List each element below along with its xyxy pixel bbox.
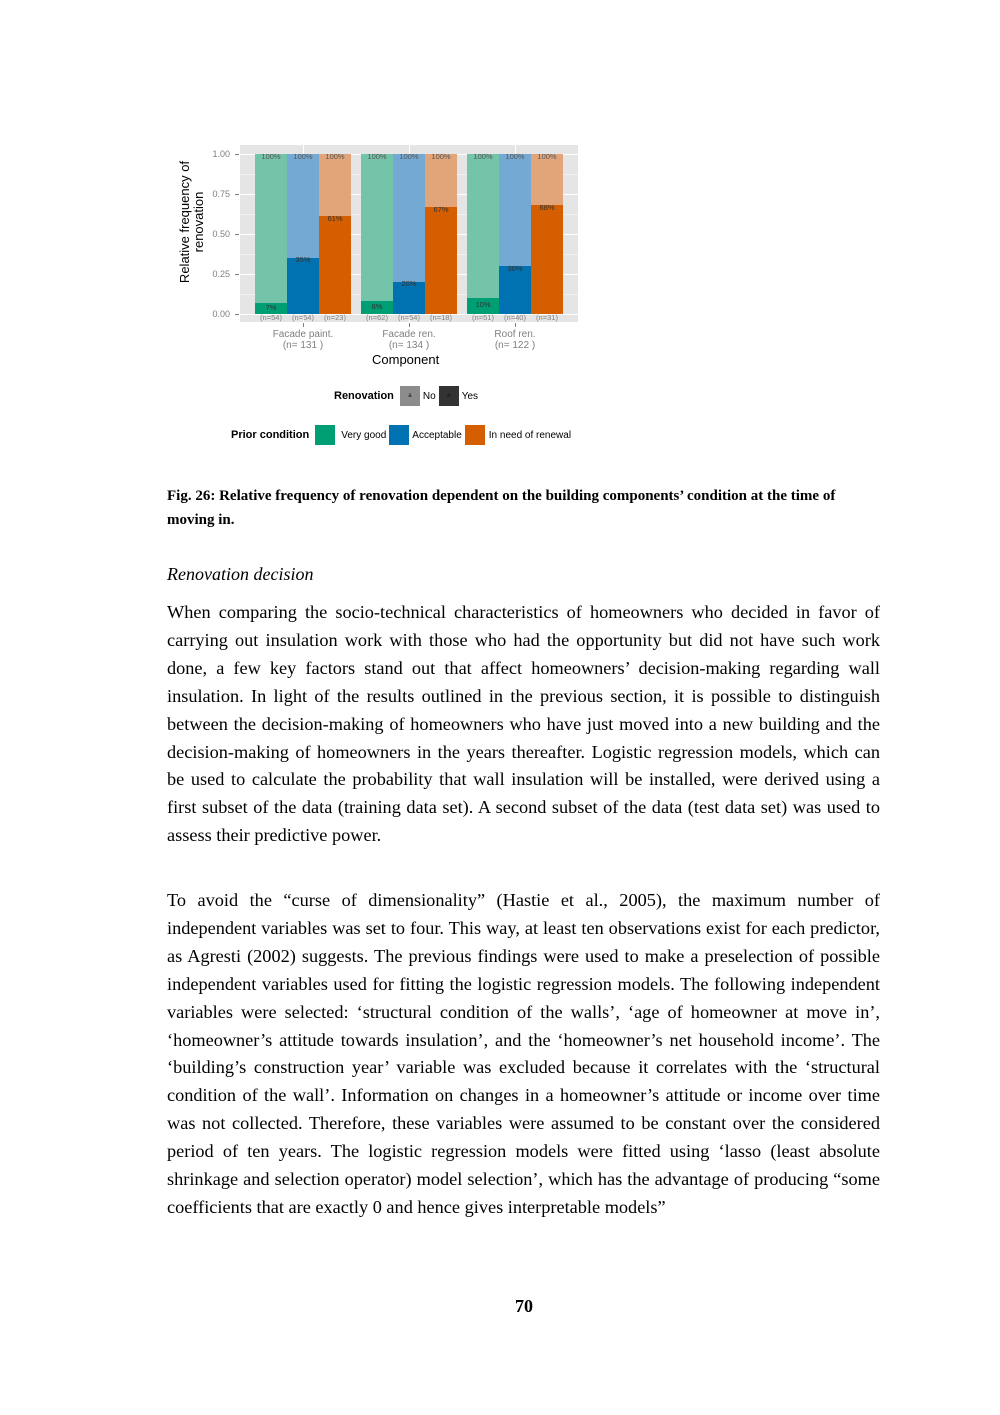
y-tick-label: 0.00 xyxy=(212,309,230,319)
legend-renovation xyxy=(334,386,481,406)
y-axis-title-text: Relative frequency of renovation xyxy=(177,160,206,284)
legend-label: Acceptable xyxy=(412,429,462,441)
paragraph: When comparing the socio-technical characteristics of homeowners who decided in favor of carrying out insulation work with those who had the opportunity but did not have such work done, a few key factors stand out that affect homeowners’ decision-making regarding wall insulation. In light of the results outlined in the previous section, it is possible to distinguish between the decision-making of homeowners who have just moved into a new building and the decision-making of homeowners in the years thereafter. Logistic regression models, which can be used to calculate the probability that wall insulation will be installed, were derived using a first subset of the data (training data set). A second subset of the data (test data set) was used to assess their predictive power. xyxy=(167,602,880,846)
legend-title: Renovation xyxy=(334,390,394,402)
section-heading: Renovation decision xyxy=(167,564,314,584)
bar-value-label: 20% xyxy=(401,279,417,288)
x-category-name: Facade paint. xyxy=(272,329,334,340)
y-tick-label: 0.75 xyxy=(212,189,230,199)
legend-label: Yes xyxy=(461,390,479,402)
bar-roof-ren-acceptable xyxy=(499,154,531,314)
bar-n-label: (n=31) xyxy=(536,313,558,322)
x-category-n: (n= 131 ) xyxy=(282,340,324,351)
legend-key-glyph: a xyxy=(408,393,412,399)
bar-n-label: (n=18) xyxy=(430,313,452,322)
bar-facade-paint-renewal xyxy=(319,154,351,314)
x-tick-mark xyxy=(515,323,516,327)
bar-n-label: (n=51) xyxy=(472,313,494,322)
legend-label: Very good xyxy=(341,429,387,441)
x-category-n: (n= 122 ) xyxy=(494,340,536,351)
bar-facade-paint-acceptable xyxy=(287,154,319,314)
bar-total-label: 100% xyxy=(367,152,387,161)
bar-value-label: 68% xyxy=(539,203,555,212)
x-tick-mark xyxy=(303,323,304,327)
bar-total-label: 100% xyxy=(399,152,419,161)
bar-facade-ren-acceptable xyxy=(393,154,425,314)
bar-n-label: (n=54) xyxy=(398,313,420,322)
bar-value-label: 8% xyxy=(371,302,383,311)
bar-total-label: 100% xyxy=(261,152,281,161)
x-axis-title: Component xyxy=(372,352,440,367)
bar-total-label: 100% xyxy=(293,152,313,161)
bar-n-label: (n=54) xyxy=(292,313,314,322)
bar-total-label: 100% xyxy=(325,152,345,161)
legend-swatch-no xyxy=(400,386,420,406)
paragraph: To avoid the “curse of dimensionality” (Hastie et al., 2005), the maximum number of independent variables was set to four. This way, at least ten observations exist for each predictor, as Agresti (2002) suggests. The previous findings were used to make a preselection of possible independent variables used for fitting the logistic regression models. The following independent variables were selected: ‘structural condition of the walls’, ‘age of homeowner at move in’, ‘homeowner’s attitude towards insulation’, and the ‘homeowner’s net household income’. The ‘building’s construction year’ variable was excluded because it correlates with the ‘structural condition of the wall’. Information on changes in a homeowner’s attitude or income over time was not collected. Therefore, these variables were assumed to be constant over the considered period of ten years. The logistic regression models were fitted using ‘lasso (least absolute shrinkage and selection operator) model selection’, which has the advantage of producing “some coefficients that are exactly 0 and hence gives interpretable models” xyxy=(167,890,880,1217)
bar-value-label: 61% xyxy=(327,214,343,223)
bar-total-label: 100% xyxy=(505,152,525,161)
y-tick-mark xyxy=(235,154,239,155)
x-category-n: (n= 134 ) xyxy=(388,340,430,351)
x-category-label xyxy=(460,329,570,351)
legend-swatch-yes xyxy=(439,386,459,406)
y-tick-mark xyxy=(235,314,239,315)
bar-total-label: 100% xyxy=(473,152,493,161)
legend-label: In need of renewal xyxy=(488,429,572,441)
y-tick-mark xyxy=(235,194,239,195)
plot-panel xyxy=(240,145,578,322)
x-category-label xyxy=(354,329,464,351)
x-tick-mark xyxy=(409,323,410,327)
legend-swatch-acceptable xyxy=(389,425,409,445)
y-tick-label: 0.50 xyxy=(212,229,230,239)
y-tick-mark xyxy=(235,234,239,235)
bar-roof-ren-very-good xyxy=(467,154,499,314)
bar-facade-ren-very-good xyxy=(361,154,393,314)
figure-caption: Fig. 26: Relative frequency of renovation dependent on the building components’ condition at the time of moving in. xyxy=(167,488,836,528)
bar-n-label: (n=40) xyxy=(504,313,526,322)
bar-value-label: 35% xyxy=(295,255,311,264)
y-tick-label: 0.25 xyxy=(212,269,230,279)
legend-title: Prior condition xyxy=(231,429,310,441)
bar-value-label: 10% xyxy=(475,300,491,309)
bar-value-label: 67% xyxy=(433,205,449,214)
bar-n-label: (n=62) xyxy=(366,313,388,322)
bar-n-label: (n=54) xyxy=(260,313,282,322)
y-tick-mark xyxy=(235,274,239,275)
legend-label: No xyxy=(422,390,436,402)
bar-facade-paint-very-good xyxy=(255,154,287,314)
stacked-bar-chart xyxy=(170,140,610,460)
legend-swatch-renewal xyxy=(465,425,485,445)
legend-swatch-very-good xyxy=(315,425,335,445)
x-category-label xyxy=(248,329,358,351)
bar-total-label: 100% xyxy=(537,152,557,161)
bar-value-label: 7% xyxy=(265,303,277,312)
legend-prior-condition xyxy=(231,425,574,445)
bar-total-label: 100% xyxy=(431,152,451,161)
bar-n-label: (n=23) xyxy=(324,313,346,322)
y-tick-label: 1.00 xyxy=(212,149,230,159)
page-number: 70 xyxy=(515,1296,533,1316)
bar-facade-ren-renewal xyxy=(425,154,457,314)
x-category-name: Facade ren. xyxy=(382,329,436,340)
bar-roof-ren-renewal xyxy=(531,154,563,314)
bar-value-label: 30% xyxy=(507,264,523,273)
legend-key-glyph: a xyxy=(447,393,451,399)
x-category-name: Roof ren. xyxy=(494,329,536,340)
